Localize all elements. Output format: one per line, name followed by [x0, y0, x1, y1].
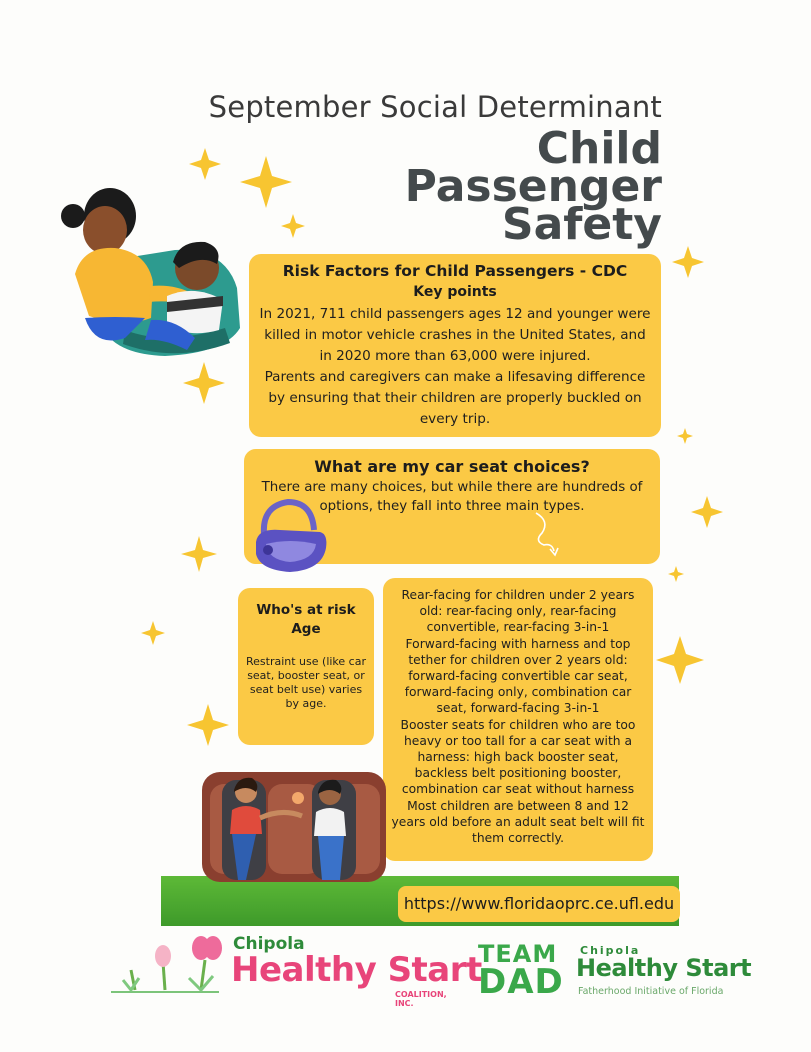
rear-facing-text: Rear-facing for children under 2 years old: rear-facing only, rear-facing convertible, rear-facing 3-in-1 — [401, 588, 635, 635]
adult-seat-belt-text: Most children are between 8 and 12 years old before an adult seat belt will fit them correctly. — [391, 798, 645, 846]
logo2-small-text: Chipola — [580, 944, 641, 957]
booster-seats-text: Booster seats for children who are too heavy or too tall for a car seat with a harness: high back booster seat, backless belt positioning booster, combination car seat without harness — [400, 717, 636, 797]
sparkle-star-icon — [183, 362, 225, 404]
page-title-line-3: Safety — [501, 199, 662, 250]
car-seat-types-card — [383, 578, 653, 861]
whos-at-risk-heading: Who's at risk — [256, 602, 356, 618]
car-seat-choices-heading: What are my car seat choices? — [314, 457, 590, 476]
whos-at-risk-card — [238, 588, 374, 745]
sparkle-star-icon — [181, 536, 217, 572]
chipola-healthy-start-logo — [105, 932, 482, 1008]
infant-car-seat-icon — [250, 494, 332, 576]
risk-factors-card — [249, 254, 661, 437]
curly-arrow-icon — [524, 511, 564, 557]
page-title-line-2: Passenger — [404, 161, 662, 212]
risk-factors-para-2: Parents and caregivers can make a lifesaving difference by ensuring that their children are properly buckled on every trip. — [264, 369, 646, 427]
car-seat-choices-body: There are many choices, but while there are hundreds of options, they fall into three main types. — [261, 480, 643, 514]
page-subtitle: September Social Determinant — [208, 90, 662, 124]
risk-factors-heading: Risk Factors for Child Passengers - CDC — [282, 262, 628, 280]
sparkle-star-icon — [672, 246, 704, 278]
kids-in-back-seat-illustration — [198, 762, 390, 902]
sparkle-star-icon — [187, 704, 229, 746]
age-heading: Age — [291, 621, 321, 637]
logo2-sub-text: Fatherhood Initiative of Florida — [578, 986, 724, 997]
forward-facing-text: Forward-facing with harness and top tether for children over 2 years old: forward-facing convertible car seat, forward-facing only, combination car seat, forward-facing 3-in-1 — [404, 636, 632, 716]
mother-buckling-child-illustration — [55, 178, 245, 368]
team-dad-healthy-start-logo — [478, 940, 752, 1002]
sparkle-star-icon — [189, 148, 221, 180]
risk-factors-para-1: In 2021, 711 child passengers ages 12 and younger were killed in motor vehicle crashes in the United States, and in 2020 more than 63,000 were injured. — [259, 306, 651, 364]
logo1-small-text: Chipola — [233, 934, 305, 954]
key-points-heading: Key points — [413, 284, 497, 300]
sparkle-star-icon — [691, 496, 723, 528]
logo2-team-text: TEAM — [478, 940, 558, 968]
sparkle-star-icon — [141, 621, 165, 645]
logo1-big-text: Healthy Start — [231, 950, 482, 990]
logo2-dad-text: DAD — [478, 962, 564, 1002]
logo1-sub-text: COALITION, INC. — [395, 990, 447, 1008]
website-url-link[interactable]: https://www.floridaoprc.ce.ufl.edu — [398, 886, 680, 922]
page-title-line-1: Child — [536, 123, 662, 174]
sparkle-star-icon — [281, 214, 305, 238]
sparkle-star-icon — [677, 428, 693, 444]
tulip-flowers-icon — [105, 932, 225, 998]
sparkle-star-icon — [656, 636, 704, 684]
sparkle-star-icon — [240, 156, 292, 208]
whos-at-risk-body: Restraint use (like car seat, booster seat, or seat belt use) varies by age. — [246, 655, 366, 710]
sparkle-star-icon — [668, 566, 684, 582]
logo2-big-text: Healthy Start — [576, 954, 752, 982]
